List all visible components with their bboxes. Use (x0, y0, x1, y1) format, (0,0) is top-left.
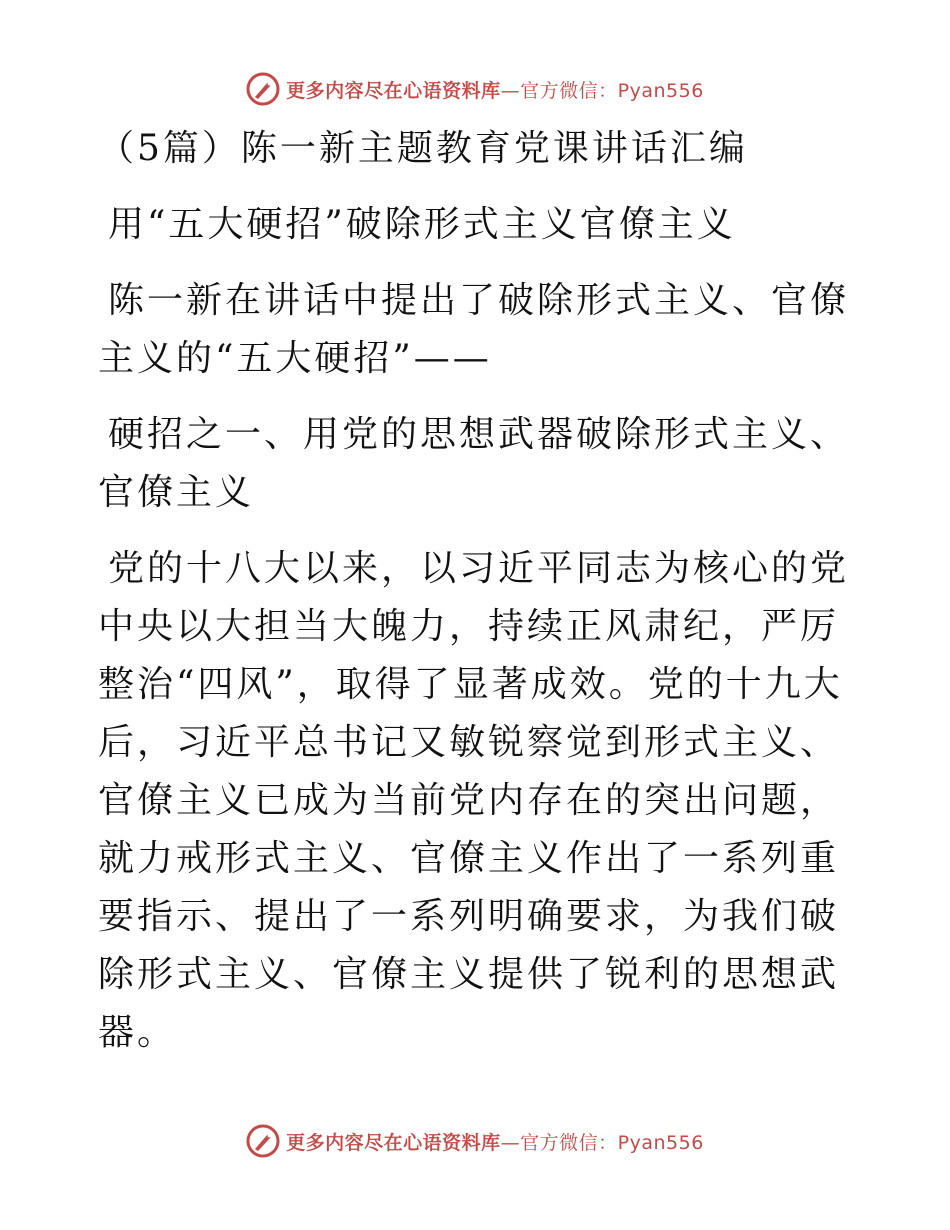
section-heading: 用“五大硬招”破除形式主义官僚主义 (108, 204, 736, 245)
intro-paragraph: 陈一新在讲话中提出了破除形式主义、官僚主义的“五大硬招”—— (98, 280, 850, 379)
footer-watermark (0, 1124, 950, 1158)
document-title: （5篇）陈一新主题教育党课讲话汇编 (98, 128, 748, 169)
subsection-heading: 硬招之一、用党的思想武器破除形式主义、官僚主义 (98, 414, 850, 513)
pen-logo-icon (246, 72, 280, 106)
header-watermark (0, 72, 950, 106)
watermark-text: 更多内容尽在心语资料库—官方微信：Pyan556 (286, 1131, 704, 1154)
pen-logo-icon (246, 1124, 280, 1158)
watermark-text: 更多内容尽在心语资料库—官方微信：Pyan556 (286, 79, 704, 102)
body-paragraph: 党的十八大以来，以习近平同志为核心的党中央以大担当大魄力，持续正风肃纪，严厉整治“四风”，取得了显著成效。党的十九大后，习近平总书记又敏锐察觉到形式主义、官僚主义已成为当前党内存在的突出问题，就力戒形式主义、官僚主义作出了一系列重要指示、提出了一系列明确要求，为我们破除形式主义、官僚主义提供了锐利的思想武器。 (98, 548, 850, 1053)
document-body (98, 120, 850, 1080)
